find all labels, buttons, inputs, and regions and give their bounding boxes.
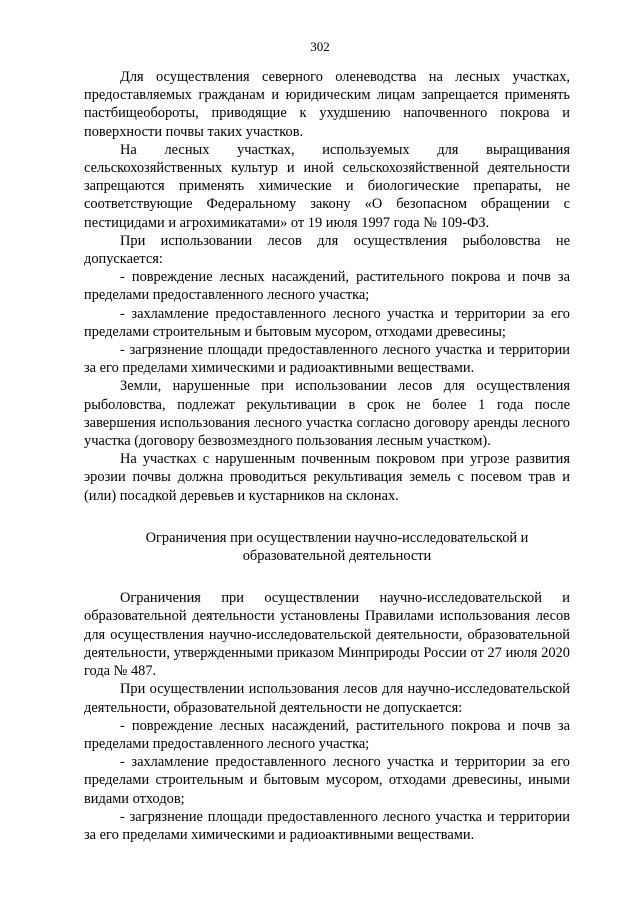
section-heading: Ограничения при осуществлении научно-исследовательской и образовательной деятельности bbox=[145, 529, 529, 565]
list-item-littering: - захламление предоставленного лесного участка и территории за его пределами строительным и бытовым мусором, отходами древесины, иными видами отходов; bbox=[84, 754, 570, 807]
paragraph-research-intro: При осуществлении использования лесов для научно-исследовательской деятельности, образовательной деятельности не допускается: bbox=[84, 681, 570, 716]
list-item-damage: - повреждение лесных насаждений, растительного покрова и почв за пределами предоставленного лесного участка; bbox=[84, 717, 570, 752]
list-item-pollution: - загрязнение площади предоставленного лесного участка и территории за его пределами химическими и радиоактивными веществами. bbox=[84, 808, 570, 843]
paragraph-reindeer-herding: Для осуществления северного оленеводства на лесных участках, предоставляемых гражданам и юридическим лицам запрещается применять пастбищеобороты, приводящие к ухудшению напочвенного покрова и поверхности почвы таких участков. bbox=[84, 69, 570, 140]
paragraph-research-rules: Ограничения при осуществлении научно-исследовательской и образовательной деятельности установлены Правилами использования лесов для осуществления научно-исследовательской деятельности, образовательной деятельности, утвержденными приказом Минприроды России от 27 июля 2020 года № 487. bbox=[84, 590, 570, 680]
list-item-damage: - повреждение лесных насаждений, растительного покрова и почв за пределами предоставленного лесного участка; bbox=[84, 269, 570, 304]
paragraph-erosion: На участках с нарушенным почвенным покровом при угрозе развития эрозии почвы должна проводиться рекультивация земель с посевом трав и (или) посадкой деревьев и кустарников на склонах. bbox=[84, 451, 570, 504]
list-item-littering: - захламление предоставленного лесного участка и территории за его пределами строительным и бытовым мусором, отходами древесины; bbox=[84, 305, 570, 340]
paragraph-fishing-intro: При использовании лесов для осуществления рыболовства не допускается: bbox=[84, 232, 570, 268]
paragraph-agriculture: На лесных участках, используемых для выращивания сельскохозяйственных культур и иной сельскохозяйственной деятельности запрещаются применять химические и биологические препараты, не соответствующие Федеральному закону «О безопасном обращении с пестицидами и агрохимикатами» от 19 июля 1997 года № 109-ФЗ. bbox=[84, 141, 570, 231]
list-item-pollution: - загрязнение площади предоставленного лесного участка и территории за его пределами химическими и радиоактивными веществами. bbox=[84, 342, 570, 377]
page-number: 302 bbox=[310, 39, 330, 54]
document-body bbox=[84, 68, 570, 844]
paragraph-recultivation: Земли, нарушенные при использовании лесов для осуществления рыболовства, подлежат рекультивации в срок не более 1 года после завершения использования лесного участка согласно договору аренды лесного участка (договору безвозмездного пользования лесным участком). bbox=[84, 378, 570, 450]
